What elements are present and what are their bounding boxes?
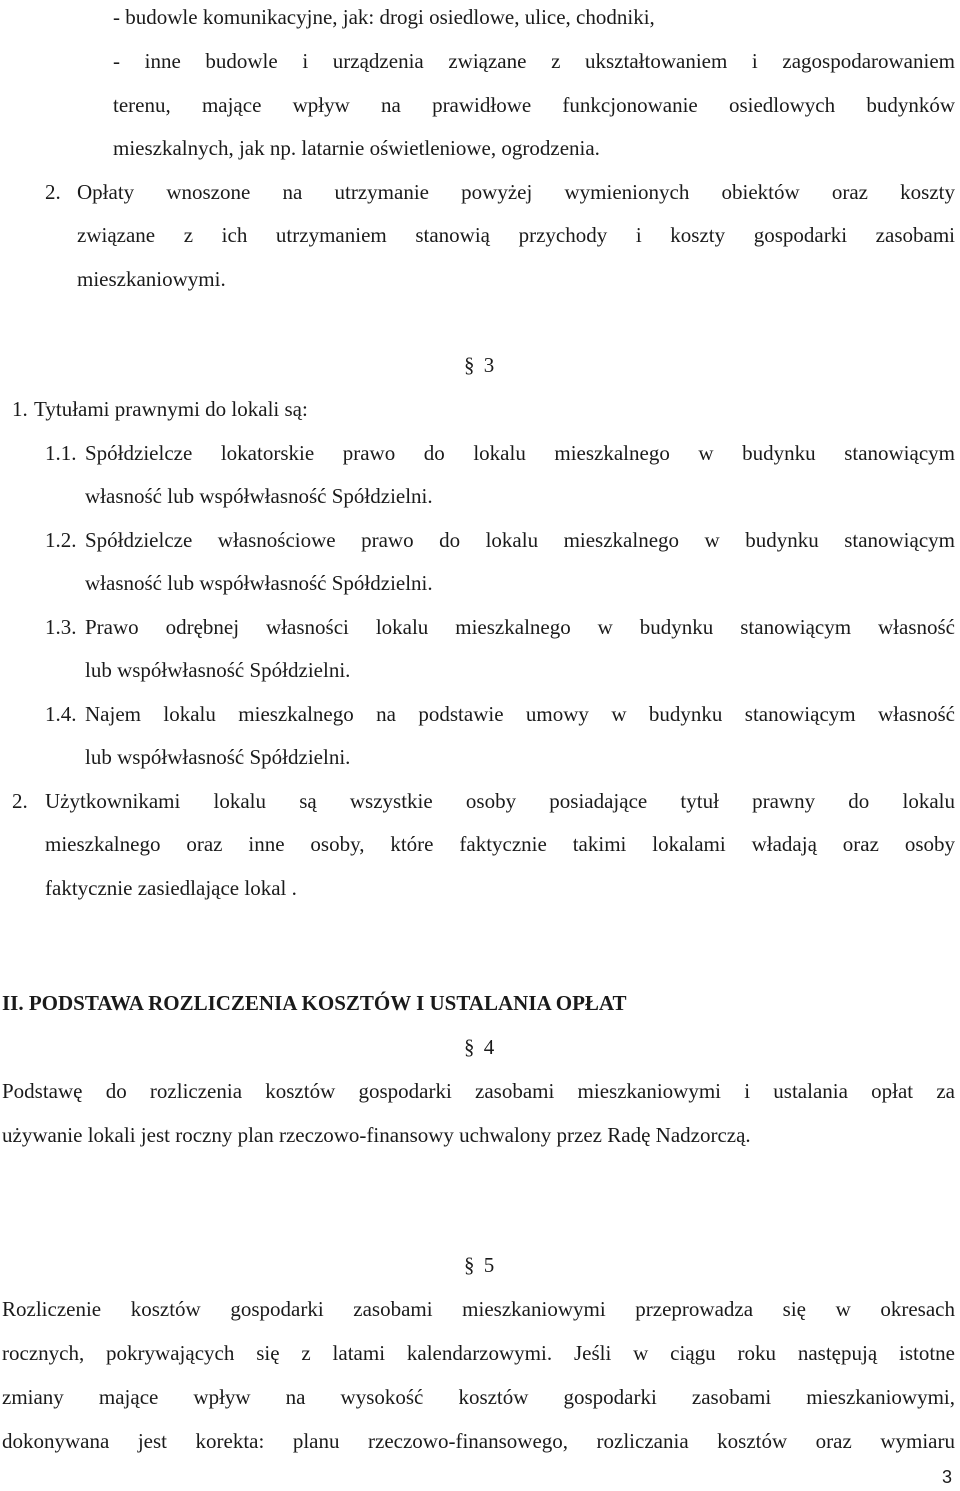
text-line: Prawo odrębnej własności lokalu mieszkalnego w budynku stanowiącym własność: [85, 615, 955, 639]
text-line: używanie lokali jest roczny plan rzeczowo-finansowy uchwalony przez Radę Nadzorczą.: [2, 1123, 751, 1147]
subitem-number: 1.2.: [45, 528, 77, 552]
item-number: 2.: [45, 180, 61, 204]
text-line: mieszkaniowymi.: [77, 267, 226, 291]
text-line: własność lub współwłasność Spółdzielni.: [85, 571, 433, 595]
text-line: Rozliczenie kosztów gospodarki zasobami mieszkaniowymi przeprowadza się w okresach: [2, 1297, 955, 1321]
text-line: - budowle komunikacyjne, jak: drogi osiedlowe, ulice, chodniki,: [113, 5, 655, 29]
text-line: lub współwłasność Spółdzielni.: [85, 745, 351, 769]
text-line: terenu, mające wpływ na prawidłowe funkcjonowanie osiedlowych budynków: [113, 93, 955, 117]
paragraph-sign-5: [464, 1252, 494, 1278]
page-number: 3: [941, 1467, 952, 1487]
item-number: 2.: [12, 789, 28, 813]
subitem-number: 1.3.: [45, 615, 77, 639]
section-symbol: §: [464, 353, 475, 377]
section-number: 5: [483, 1253, 495, 1277]
paragraph-sign-4: [464, 1034, 494, 1060]
subitem-number: 1.4.: [45, 702, 77, 726]
text-line: rocznych, pokrywających się z latami kalendarzowymi. Jeśli w ciągu roku następują istotne: [2, 1341, 955, 1365]
text-line: Spółdzielcze lokatorskie prawo do lokalu mieszkalnego w budynku stanowiącym: [85, 441, 955, 465]
item-number: 1.: [12, 397, 28, 421]
text-line: własność lub współwłasność Spółdzielni.: [85, 484, 433, 508]
subitem-number: 1.1.: [45, 441, 77, 465]
text-line: lub współwłasność Spółdzielni.: [85, 658, 351, 682]
text-line: Najem lokalu mieszkalnego na podstawie umowy w budynku stanowiącym własność: [85, 702, 955, 726]
text-line: Podstawę do rozliczenia kosztów gospodarki zasobami mieszkaniowymi i ustalania opłat za: [2, 1079, 955, 1103]
section-symbol: §: [464, 1253, 475, 1277]
text-line: Tytułami prawnymi do lokali są:: [34, 397, 308, 421]
text-line: Użytkownikami lokalu są wszystkie osoby posiadające tytuł prawny do lokalu: [45, 789, 955, 813]
text-line: Opłaty wnoszone na utrzymanie powyżej wymienionych obiektów oraz koszty: [77, 180, 955, 204]
text-line: - inne budowle i urządzenia związane z ukształtowaniem i zagospodarowaniem: [113, 49, 955, 73]
section-heading: II. PODSTAWA ROZLICZENIA KOSZTÓW I USTALANIA OPŁAT: [2, 991, 627, 1015]
text-line: dokonywana jest korekta: planu rzeczowo-finansowego, rozliczania kosztów oraz wymiaru: [2, 1429, 955, 1453]
text-line: mieszkalnego oraz inne osoby, które faktycznie takimi lokalami władają oraz osoby: [45, 832, 955, 856]
paragraph-sign-3: [464, 352, 494, 378]
text-line: mieszkalnych, jak np. latarnie oświetleniowe, ogrodzenia.: [113, 136, 600, 160]
section-number: 4: [483, 1035, 495, 1059]
text-line: faktycznie zasiedlające lokal .: [45, 876, 297, 900]
section-symbol: §: [464, 1035, 475, 1059]
text-line: zmiany mające wpływ na wysokość kosztów gospodarki zasobami mieszkaniowymi,: [2, 1385, 955, 1409]
section-number: 3: [483, 353, 495, 377]
text-line: związane z ich utrzymaniem stanowią przychody i koszty gospodarki zasobami: [77, 223, 955, 247]
text-line: Spółdzielcze własnościowe prawo do lokalu mieszkalnego w budynku stanowiącym: [85, 528, 955, 552]
